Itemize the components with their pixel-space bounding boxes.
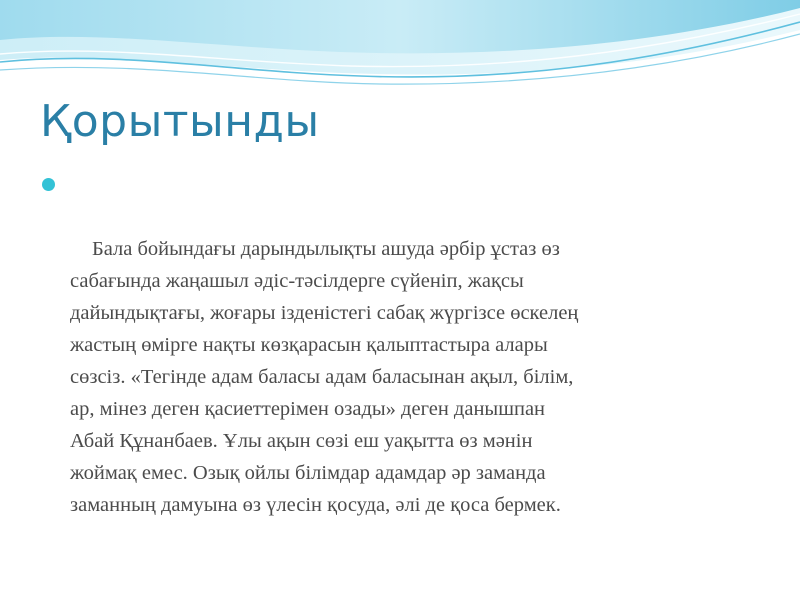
slide-title: Қорытынды [40,96,320,147]
paragraph-line: дайындықтағы, жоғары ізденістегі сабақ жүргізсе өскелең [70,302,579,324]
slide-body-paragraph [70,233,720,521]
paragraph-line: сабағында жаңашыл әдіс-тәсілдерге сүйеніп, жақсы [70,270,524,292]
paragraph-line: жоймақ емес. Озық ойлы білімдар адамдар әр заманда [70,462,546,484]
paragraph-line: Бала бойындағы дарындылықты ашуда әрбір ұстаз өз [92,238,560,260]
paragraph-line: заманның дамуына өз үлесін қосуда, әлі де қоса бермек. [70,494,561,516]
paragraph-line: Абай Құнанбаев. Ұлы ақын сөзі еш уақытта өз мәнін [70,430,533,452]
paragraph-line: жастың өмірге нақты көзқарасын қалыптастыра алары [70,334,548,356]
decorative-wave-header [0,0,800,110]
bullet-dot-icon [42,178,55,191]
paragraph-line: ар, мінез деген қасиеттерімен озады» деген данышпан [70,398,546,420]
paragraph-line: сөзсіз. «Тегінде адам баласы адам баласынан ақыл, білім, [70,366,574,388]
